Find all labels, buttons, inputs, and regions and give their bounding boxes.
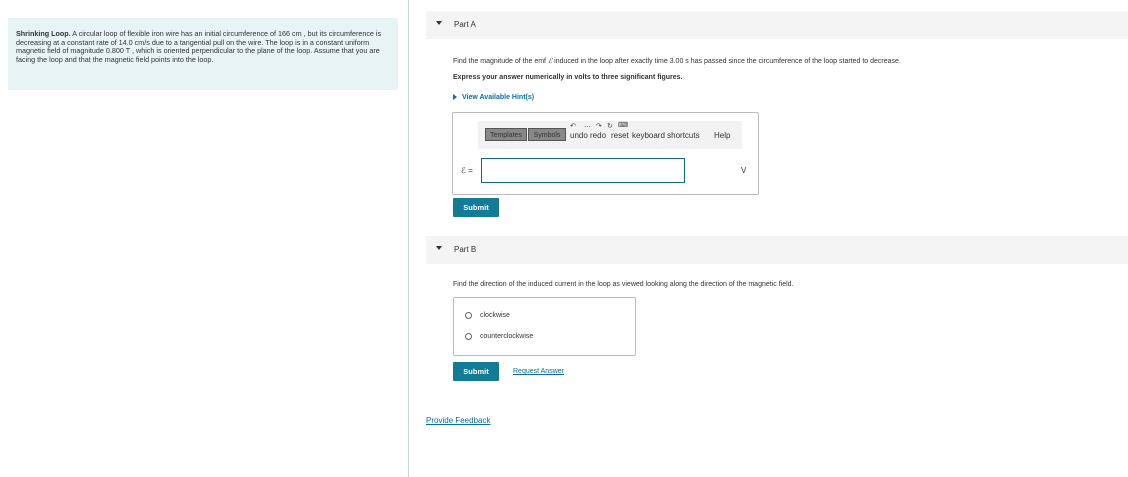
- view-hints-link[interactable]: View Available Hint(s): [453, 94, 534, 101]
- answer-instruction: Express your answer numerically in volts to three significant figures.: [453, 74, 683, 81]
- reset-icon: ↻: [607, 123, 613, 130]
- part-a-question: Find the magnitude of the emf ℰ induced in the loop after exactly time 3.00 s has passed since the circumference of the loop started to decrease.: [453, 57, 901, 65]
- problem-statement: Shrinking Loop. A circular loop of flexible iron wire has an initial circumference of 166 cm , but its circumference is decreasing at a constant rate of 14.0 cm/s due to a tangential pull on the wire. The loop is in a constant uniform magnetic field of magnitude 0.800 T , which is oriented perpendicular to the plane of the loop. Assume that you are facing the loop and that the magnetic field points into the loop.: [8, 18, 398, 90]
- radio-clockwise[interactable]: [465, 312, 472, 319]
- panel-divider: [408, 0, 409, 477]
- option-clockwise[interactable]: clockwise: [480, 312, 510, 319]
- symbols-button[interactable]: Symbols: [528, 128, 566, 141]
- help-button[interactable]: Help: [714, 131, 731, 140]
- keyboard-shortcuts-button[interactable]: keyboard shortcuts: [632, 131, 700, 140]
- collapse-caret-icon[interactable]: [436, 21, 442, 25]
- keyboard-icon: ⌨: [618, 122, 629, 129]
- unit-label: V: [741, 166, 747, 175]
- problem-title: Shrinking Loop.: [16, 29, 71, 38]
- part-a-title: Part A: [454, 20, 476, 29]
- collapse-caret-icon[interactable]: [436, 246, 442, 250]
- redo-button[interactable]: redo: [590, 131, 607, 140]
- request-answer-link[interactable]: Request Answer: [513, 368, 564, 375]
- part-b-header[interactable]: [426, 236, 1128, 264]
- part-a-submit-button[interactable]: Submit: [453, 198, 499, 217]
- radio-counterclockwise[interactable]: [465, 333, 472, 340]
- undo-button[interactable]: undo: [570, 131, 588, 140]
- part-b-question: Find the direction of the induced current in the loop as viewed looking along the direction of the magnetic field.: [453, 281, 794, 288]
- templates-button[interactable]: Templates: [485, 128, 527, 141]
- part-b-title: Part B: [454, 245, 477, 254]
- part-a-header[interactable]: [426, 11, 1128, 39]
- redo-icon: ↷: [596, 123, 602, 130]
- direction-choices: [453, 297, 636, 356]
- option-counterclockwise[interactable]: counterclockwise: [480, 333, 534, 340]
- undo-icon: ↶: [570, 123, 576, 130]
- emf-input-label: ℰ =: [461, 166, 473, 175]
- reset-button[interactable]: reset: [611, 131, 629, 140]
- emf-answer-input[interactable]: [481, 158, 685, 183]
- ellipsis-icon: ⋯: [584, 124, 591, 131]
- provide-feedback-link[interactable]: Provide Feedback: [426, 416, 491, 425]
- expand-caret-icon: [453, 94, 457, 100]
- part-b-submit-button[interactable]: Submit: [453, 362, 499, 381]
- math-toolbar: [478, 121, 742, 149]
